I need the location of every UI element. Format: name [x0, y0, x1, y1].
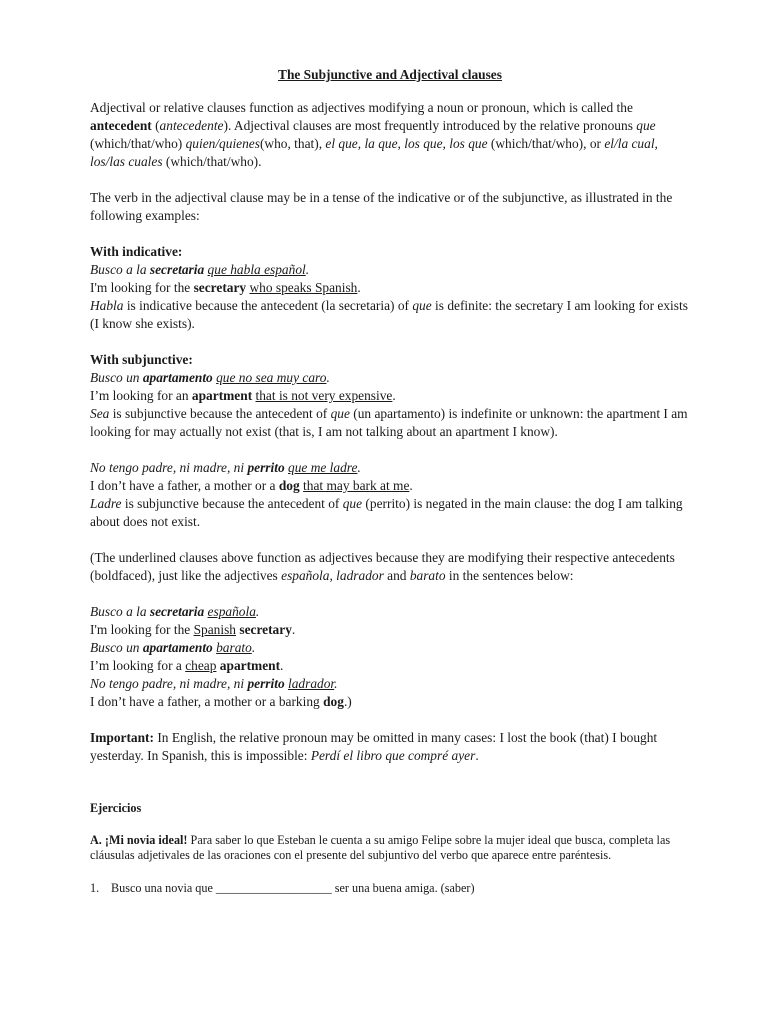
verb: Habla: [90, 298, 124, 313]
intro-text-2: (: [151, 118, 160, 133]
exercise-label: A. ¡Mi novia ideal!: [90, 832, 188, 847]
adjective: cheap: [185, 658, 217, 673]
verb: Ladre: [90, 496, 122, 511]
exercise-a-instructions: [90, 833, 690, 864]
intro-text-7: (which/that/who).: [162, 154, 262, 169]
text: Busco un: [90, 640, 143, 655]
text: I’m looking for an: [90, 388, 192, 403]
adjective: ladrador: [288, 676, 335, 691]
adj-example-6: [90, 693, 690, 711]
note-paragraph: [90, 549, 690, 585]
text: and: [383, 568, 410, 583]
adjectival-clause: que no sea muy caro: [216, 370, 327, 385]
noun: secretaria: [149, 604, 205, 619]
exercise-item-text: Busco una novia que ___________________ ser una buena amiga. (saber): [111, 880, 475, 895]
text: I’m looking for a: [90, 658, 186, 673]
text: is subjunctive because the antecedent of: [109, 406, 331, 421]
adj-example-1: Busco a la secretaria española.: [90, 604, 260, 619]
adjectival-clause: that is not very expensive: [255, 388, 393, 403]
exercises-heading: Ejercicios: [90, 801, 142, 815]
text: is definite: the secretary I am looking for exists (I know she exists).: [90, 298, 688, 331]
intro-text-4: (which/that/who): [90, 136, 186, 151]
antecedent: secretaria: [149, 262, 205, 277]
negated-english-example: I don’t have a father, a mother or a dog that may bark at me.: [90, 478, 413, 493]
text: I'm looking for the: [90, 622, 194, 637]
text: is subjunctive because the antecedent of: [121, 496, 343, 511]
noun: apartment: [219, 658, 281, 673]
adjectival-clause: que habla español: [207, 262, 306, 277]
intro-text-1: Adjectival or relative clauses function as adjectives modifying a noun or pronoun, which is called the: [90, 100, 633, 115]
indicative-explanation: [90, 297, 690, 333]
noun: dog: [323, 694, 344, 709]
text: (The underlined clauses above function as adjectives because they are modifying their respective antecedents (boldfaced), just like the adjectives: [90, 550, 675, 583]
text: Para saber lo que Esteban le cuenta a su amigo Felipe sobre la mujer ideal que busca, completa las cláusulas adjetivales de las oraciones con el presente del subjuntivo del verbo que aparece entre paréntesis.: [90, 832, 671, 862]
negated-spanish-example: No tengo padre, ni madre, ni perrito que me ladre.: [90, 460, 361, 475]
text: .: [475, 748, 479, 763]
text: (un apartamento) is indefinite or unknown: the apartment I am looking for may actually not exist (that is, I am not talking about an apartment I know).: [90, 406, 688, 439]
que: que: [412, 298, 432, 313]
negated-explanation: [90, 495, 690, 531]
pronoun-que: que: [636, 118, 656, 133]
intro-text-5: (who, that),: [259, 136, 326, 151]
text: I'm looking for the: [90, 280, 194, 295]
subjunctive-spanish-example: Busco un apartamento que no sea muy caro.: [90, 370, 330, 385]
antecedent: apartment: [191, 388, 253, 403]
adjectival-clause: who speaks Spanish: [249, 280, 358, 295]
adjective: española: [207, 604, 256, 619]
antecedent: secretary: [193, 280, 247, 295]
text: In English, the relative pronoun may be omitted in many cases: I lost the book (that) I bought yesterday. In Spanish, this is impossible:: [90, 730, 658, 763]
indicative-heading: With indicative:: [90, 244, 183, 259]
text: in the sentences below:: [445, 568, 574, 583]
antecedent: dog: [278, 478, 300, 493]
que: que: [342, 496, 363, 511]
example: Perdí el libro que compré ayer: [310, 748, 476, 763]
document-page: [90, 66, 690, 896]
text: Busco a la: [90, 604, 150, 619]
subjunctive-explanation: [90, 405, 690, 441]
adj-example-5: No tengo padre, ni madre, ni perrito ladrador.: [90, 676, 338, 691]
que: que: [330, 406, 350, 421]
exercise-item-number: 1.: [90, 880, 100, 895]
document-title: The Subjunctive and Adjectival clauses: [278, 67, 502, 82]
indicative-spanish-example: Busco a la secretaria que habla español.: [90, 262, 310, 277]
adjective-barato: barato: [409, 568, 446, 583]
adjectival-clause: that may bark at me: [303, 478, 410, 493]
adj-example-4: I’m looking for a cheap apartment.: [90, 658, 284, 673]
intro-paragraph: [90, 99, 690, 171]
pronoun-quien: quien/quienes: [185, 136, 260, 151]
noun: apartamento: [142, 640, 213, 655]
subjunctive-heading: With subjunctive:: [90, 352, 193, 367]
text: is indicative because the antecedent (la secretaria) of: [123, 298, 413, 313]
text: Busco a la: [90, 262, 150, 277]
adjective: barato: [216, 640, 252, 655]
noun: secretary: [239, 622, 292, 637]
adj-example-2: I'm looking for the Spanish secretary.: [90, 622, 296, 637]
text: Busco un: [90, 370, 143, 385]
text: No tengo padre, ni madre, ni: [90, 460, 248, 475]
verb: Sea: [90, 406, 110, 421]
important-paragraph: [90, 729, 690, 765]
exercise-item: [90, 880, 690, 896]
adjective: Spanish: [193, 622, 236, 637]
noun: perrito: [247, 676, 285, 691]
intro-text-3: ). Adjectival clauses are most frequently introduced by the relative pronouns: [223, 118, 637, 133]
adjectives: española, ladrador: [281, 568, 384, 583]
pronoun-el-que: el que, la que, los que, los que: [325, 136, 488, 151]
term-antecedente: antecedente: [159, 118, 224, 133]
text: I don’t have a father, a mother or a: [90, 478, 279, 493]
term-antecedent: antecedent: [90, 118, 152, 133]
adj-example-3: Busco un apartamento barato.: [90, 640, 256, 655]
text: I don’t have a father, a mother or a barking: [90, 694, 324, 709]
intro-text-6: (which/that/who), or: [487, 136, 605, 151]
antecedent: perrito: [247, 460, 285, 475]
text: .): [343, 694, 352, 709]
indicative-english-example: I'm looking for the secretary who speaks Spanish.: [90, 280, 361, 295]
verb-paragraph: The verb in the adjectival clause may be in a tense of the indicative or of the subjunctive, as illustrated in the following examples:: [90, 190, 673, 223]
text: No tengo padre, ni madre, ni: [90, 676, 248, 691]
adjectival-clause: que me ladre: [288, 460, 358, 475]
antecedent: apartamento: [142, 370, 213, 385]
text: (perrito) is negated in the main clause: the dog I am talking about does not exist.: [90, 496, 683, 529]
pronoun-el-la-cual: el/la cual, los/las cuales: [90, 136, 658, 169]
important-label: Important:: [90, 730, 154, 745]
subjunctive-english-example: I’m looking for an apartment that is not very expensive.: [90, 388, 396, 403]
